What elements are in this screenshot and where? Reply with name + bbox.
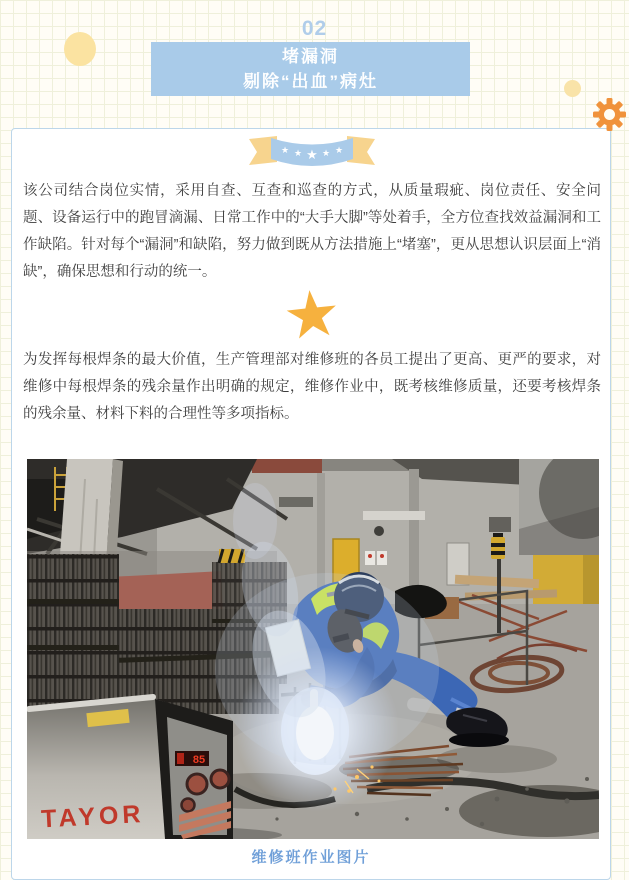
paragraph-1: 该公司结合岗位实情，采用自查、互查和巡查的方式，从质量瑕疵、岗位责任、安全问题、设备运行中的跑冒滴漏、日常工作中的“大手大脚”等处着手，全方位查找效益漏洞和工作缺陷。针对每个“漏洞”和缺陷，努力做到既从方法措施上“堵塞”，更从思想认识层面上“消缺”，确保思想和行动的统一。 bbox=[23, 183, 601, 280]
machine-brand-text: TAYOR bbox=[40, 800, 146, 834]
decor-circle-small bbox=[564, 80, 581, 97]
photo-caption: 维修班作业图片 bbox=[251, 849, 371, 866]
ribbon-star: ★ bbox=[306, 147, 318, 162]
machine-display: 85 bbox=[192, 754, 206, 766]
ribbon-banner-icon bbox=[247, 134, 377, 170]
section-number: 02 bbox=[301, 17, 328, 40]
content-card bbox=[11, 128, 611, 880]
banner-line-1: 堵漏洞 bbox=[282, 47, 339, 67]
ribbon-star: ★ bbox=[293, 148, 303, 158]
gear-icon bbox=[593, 98, 626, 131]
ribbon-star: ★ bbox=[334, 145, 344, 155]
ribbon-star: ★ bbox=[321, 148, 331, 158]
star-divider-icon bbox=[283, 286, 341, 344]
welding-scene-illustration bbox=[27, 459, 599, 839]
ribbon-star: ★ bbox=[280, 145, 290, 155]
paragraph-2: 为发挥每根焊条的最大价值，生产管理部对维修班的各员工提出了更高、更严的要求，对维修中每根焊条的残余量作出明确的规定，维修作业中，既考核维修质量，还要考核焊条的残余量、材料下料的合理性等多项指标。 bbox=[23, 352, 601, 422]
banner-line-2: 剔除“出血”病灶 bbox=[243, 71, 378, 91]
section-title-banner bbox=[151, 42, 470, 96]
worksite-photo bbox=[27, 459, 599, 839]
